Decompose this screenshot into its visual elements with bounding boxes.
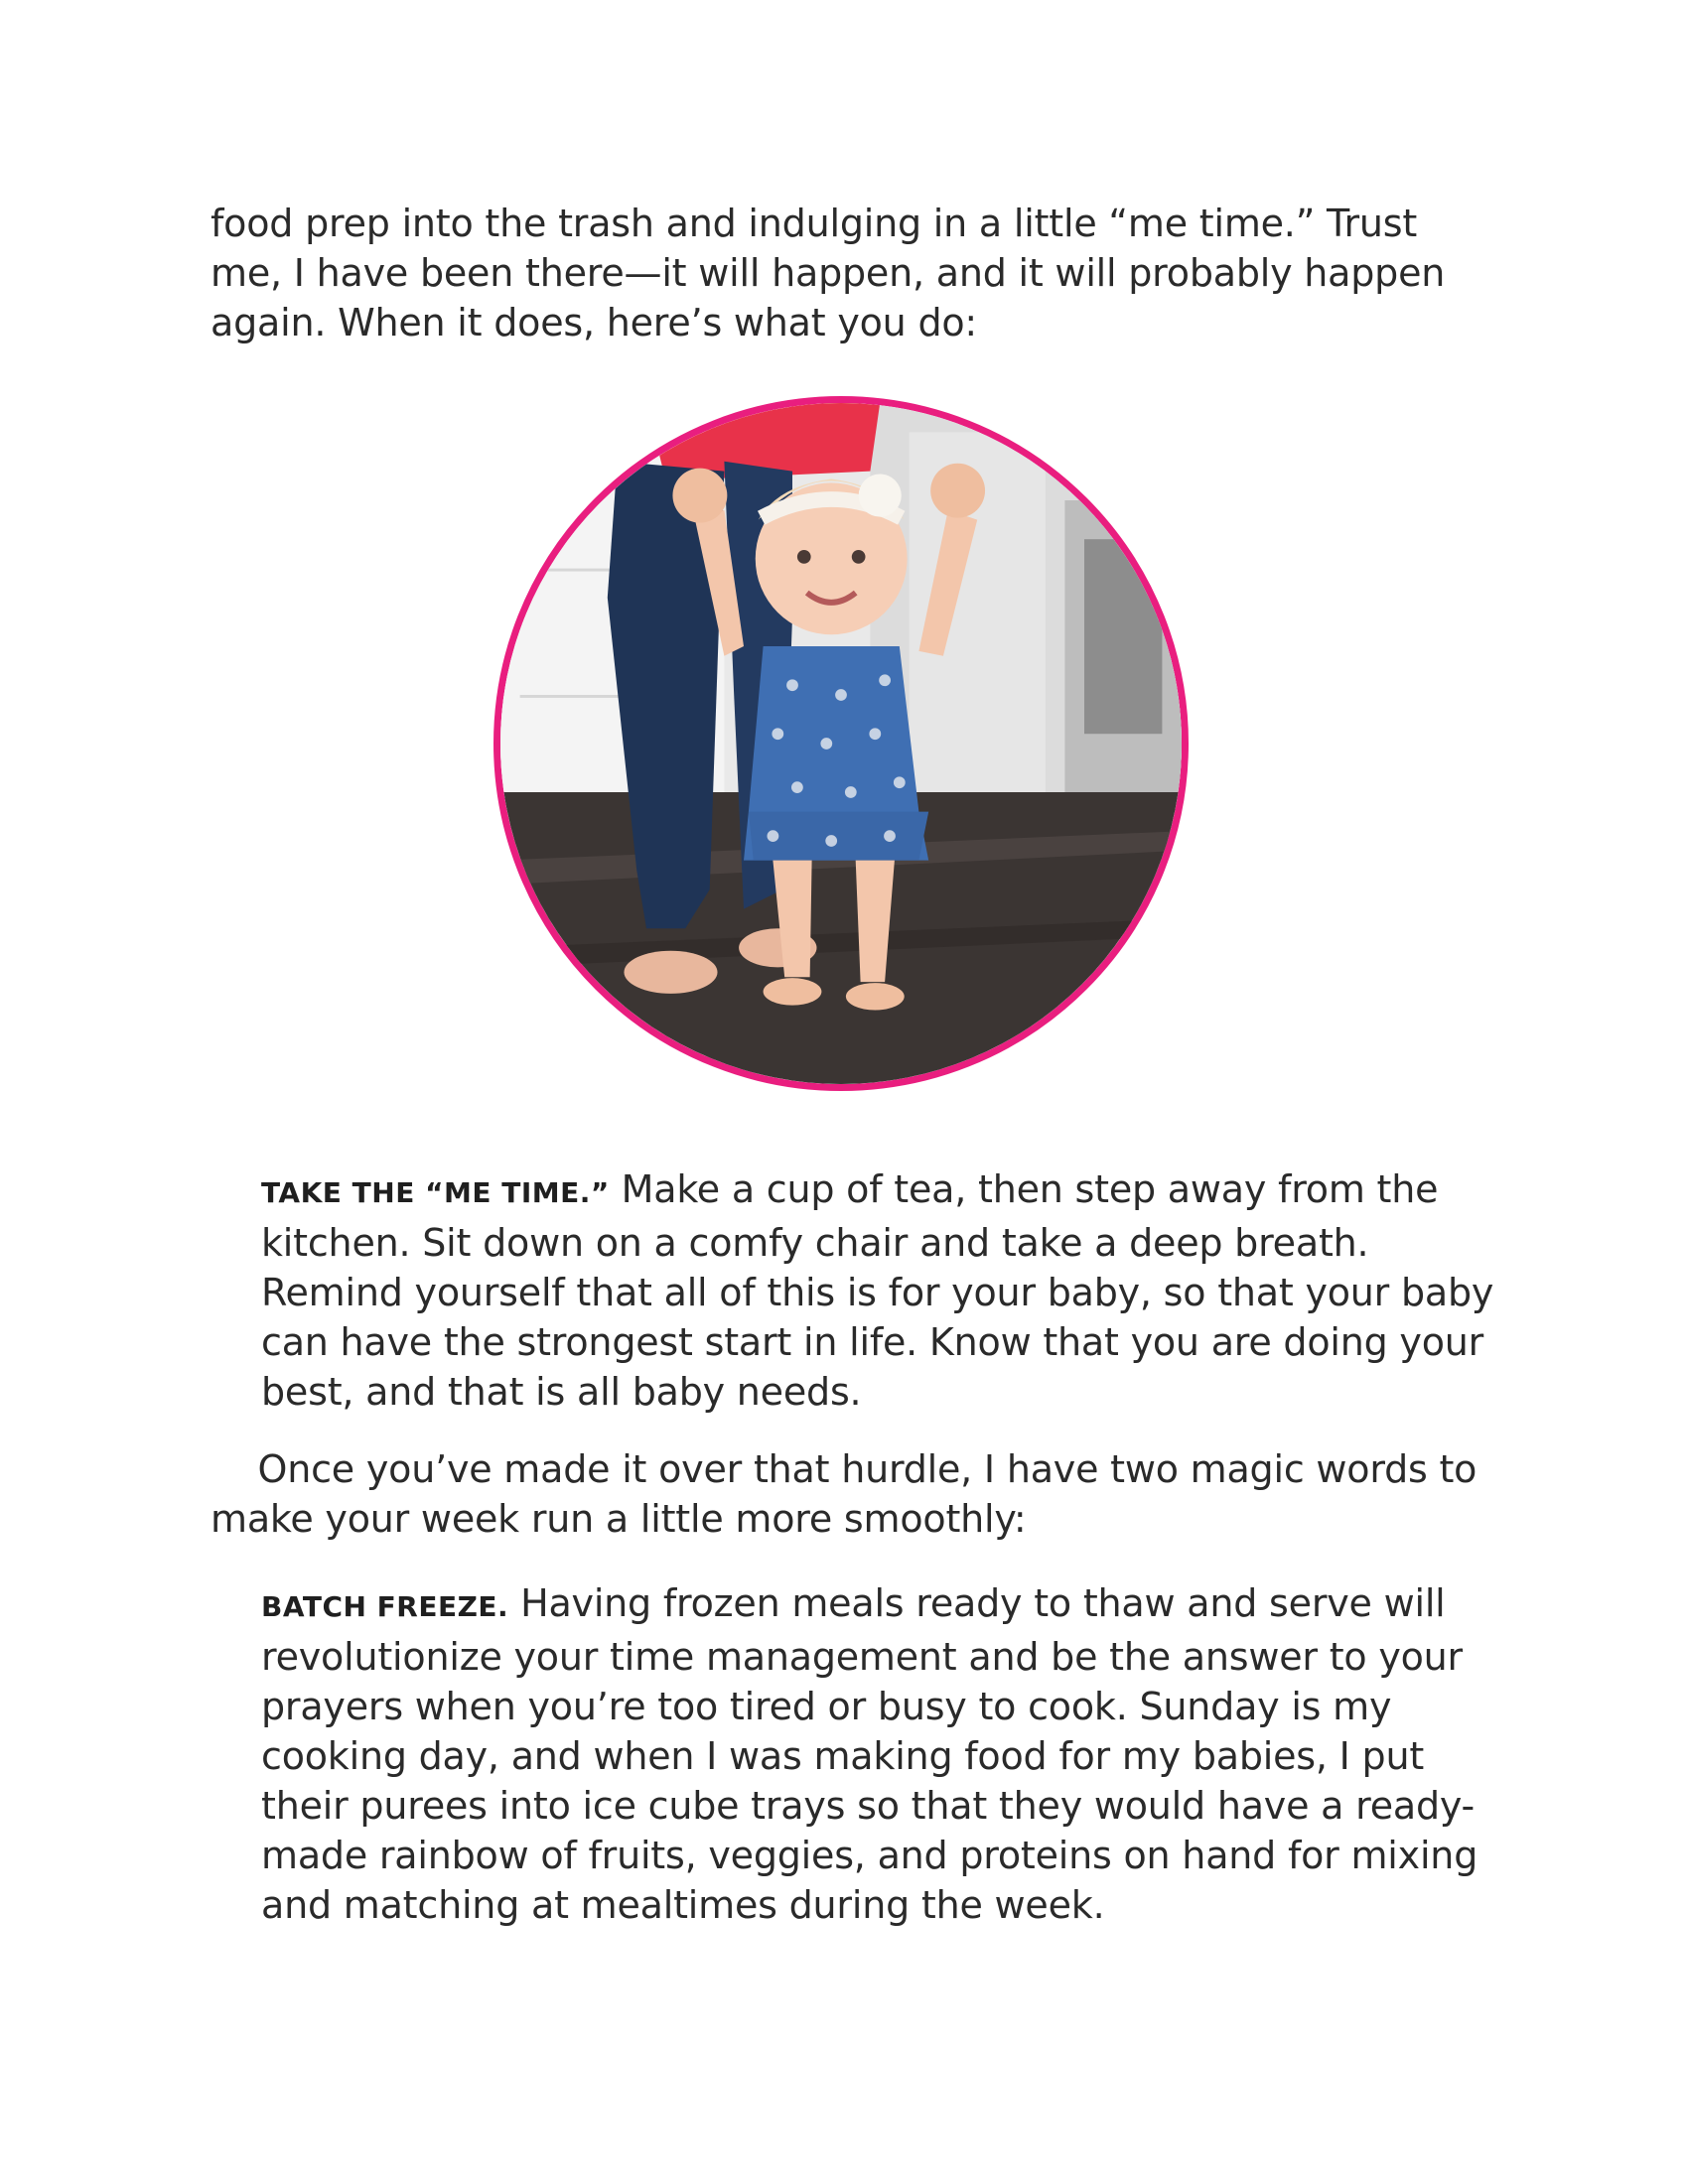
photo-illustration <box>500 403 1182 1084</box>
text-fragment: Make a cup of tea, then step away from the <box>609 1167 1439 1211</box>
tip-take-me-time <box>261 1164 1493 1417</box>
text-line: Once you’ve made it over that hurdle, I have two magic words to <box>211 1447 1477 1491</box>
text-line: food prep into the trash and indulging in a little “me time.” Trust <box>211 202 1418 245</box>
bridge-paragraph <box>211 1444 1477 1544</box>
tip-heading: TAKE THE “ME TIME.” <box>261 1176 610 1209</box>
text-line: made rainbow of fruits, veggies, and proteins on hand for mixing <box>261 1834 1478 1877</box>
text-line: their purees into ice cube trays so that they would have a ready- <box>261 1784 1476 1828</box>
text-fragment: Having frozen meals ready to thaw and serve will <box>508 1581 1446 1625</box>
text-line: kitchen. Sit down on a comfy chair and take a deep breath. <box>261 1221 1369 1265</box>
tip-batch-freeze <box>261 1578 1477 1930</box>
text-line: Remind yourself that all of this is for your baby, so that your baby <box>261 1271 1494 1314</box>
text-line: cooking day, and when I was making food for my babies, I put <box>261 1734 1425 1778</box>
text-line: me, I have been there—it will happen, and it will probably happen <box>211 251 1446 295</box>
text-line <box>261 1164 1493 1218</box>
text-line: again. When it does, here’s what you do: <box>211 301 978 344</box>
text-line <box>261 1578 1477 1632</box>
tip-heading: BATCH FREEZE. <box>261 1590 509 1623</box>
baby-walking-photo <box>493 396 1189 1091</box>
intro-paragraph <box>211 199 1445 347</box>
text-line: make your week run a little more smoothly: <box>211 1497 1027 1541</box>
text-line: best, and that is all baby needs. <box>261 1370 862 1414</box>
text-line: prayers when you’re too tired or busy to cook. Sunday is my <box>261 1685 1392 1728</box>
text-line: revolutionize your time management and be the answer to your <box>261 1635 1463 1679</box>
text-line: and matching at mealtimes during the week. <box>261 1883 1105 1927</box>
text-line: can have the strongest start in life. Know that you are doing your <box>261 1320 1484 1364</box>
